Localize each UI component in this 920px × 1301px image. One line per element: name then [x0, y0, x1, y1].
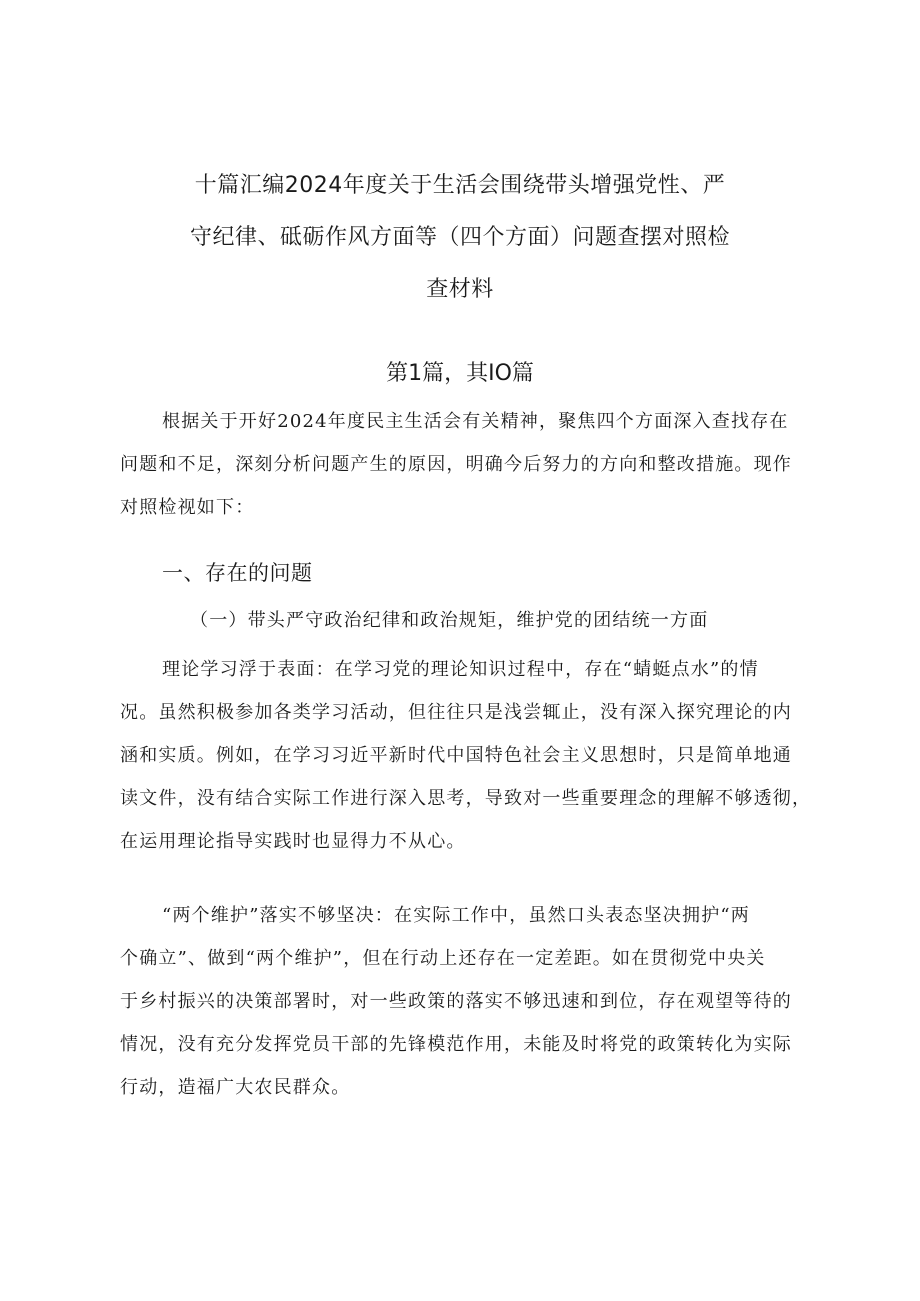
- intro-paragraph: [120, 400, 812, 529]
- section-heading: 一、存在的问题: [162, 561, 313, 585]
- text-line: 于乡村振兴的决策部署时，对一些政策的落实不够迅速和到位，存在观望等待的: [120, 991, 792, 1012]
- text-line: 理论学习浮于表面：在学习党的理论知识过程中，存在“蜻蜓点水”的情: [162, 659, 759, 680]
- text-line: 问题和不足，深刻分析问题产生的原因，明确今后努力的方向和整改措施。现作: [120, 454, 792, 475]
- text-line: 根据关于开好2024年度民主生活会有关精神，聚焦四个方面深入查找存在: [162, 411, 789, 432]
- text-line: 对照检视如下：: [120, 497, 255, 518]
- text-line: 个确立”、做到“两个维护”，但在行动上还存在一定差距。如在贯彻党中央关: [120, 948, 766, 969]
- text-line: 况。虽然积极参加各类学习活动，但往往只是浅尝辄止，没有深入探究理论的内: [120, 702, 792, 723]
- text-line: 读文件，没有结合实际工作进行深入思考，导致对一些重要理念的理解不够透彻，: [120, 788, 812, 809]
- paragraph-two-safeguards: [120, 894, 812, 1109]
- text-line: 在运用理论指导实践时也显得力不从心。: [120, 831, 466, 852]
- title-line: 查材料: [426, 277, 494, 302]
- text-line: “两个维护”落实不够坚决：在实际工作中，虽然口头表态坚决拥护“两: [162, 905, 751, 926]
- text-line: 涵和实质。例如，在学习习近平新时代中国特色社会主义思想时，只是简单地通: [120, 745, 792, 766]
- subsection-heading: （一）带头严守政治纪律和政治规矩，维护党的团结统一方面: [190, 610, 709, 631]
- text-line: 行动，造福广大农民群众。: [120, 1077, 351, 1098]
- paragraph-theory-study: [120, 648, 812, 863]
- title-line: 十篇汇编2024年度关于生活会围绕带头增强党性、严: [194, 173, 726, 198]
- document-subtitle: 第1篇，其IO篇: [386, 361, 534, 386]
- title-line: 守纪律、砥砺作风方面等（四个方面）问题查摆对照检: [189, 225, 730, 250]
- text-line: 情况，没有充分发挥党员干部的先锋模范作用，未能及时将党的政策转化为实际: [120, 1034, 792, 1055]
- document-title: [150, 160, 770, 316]
